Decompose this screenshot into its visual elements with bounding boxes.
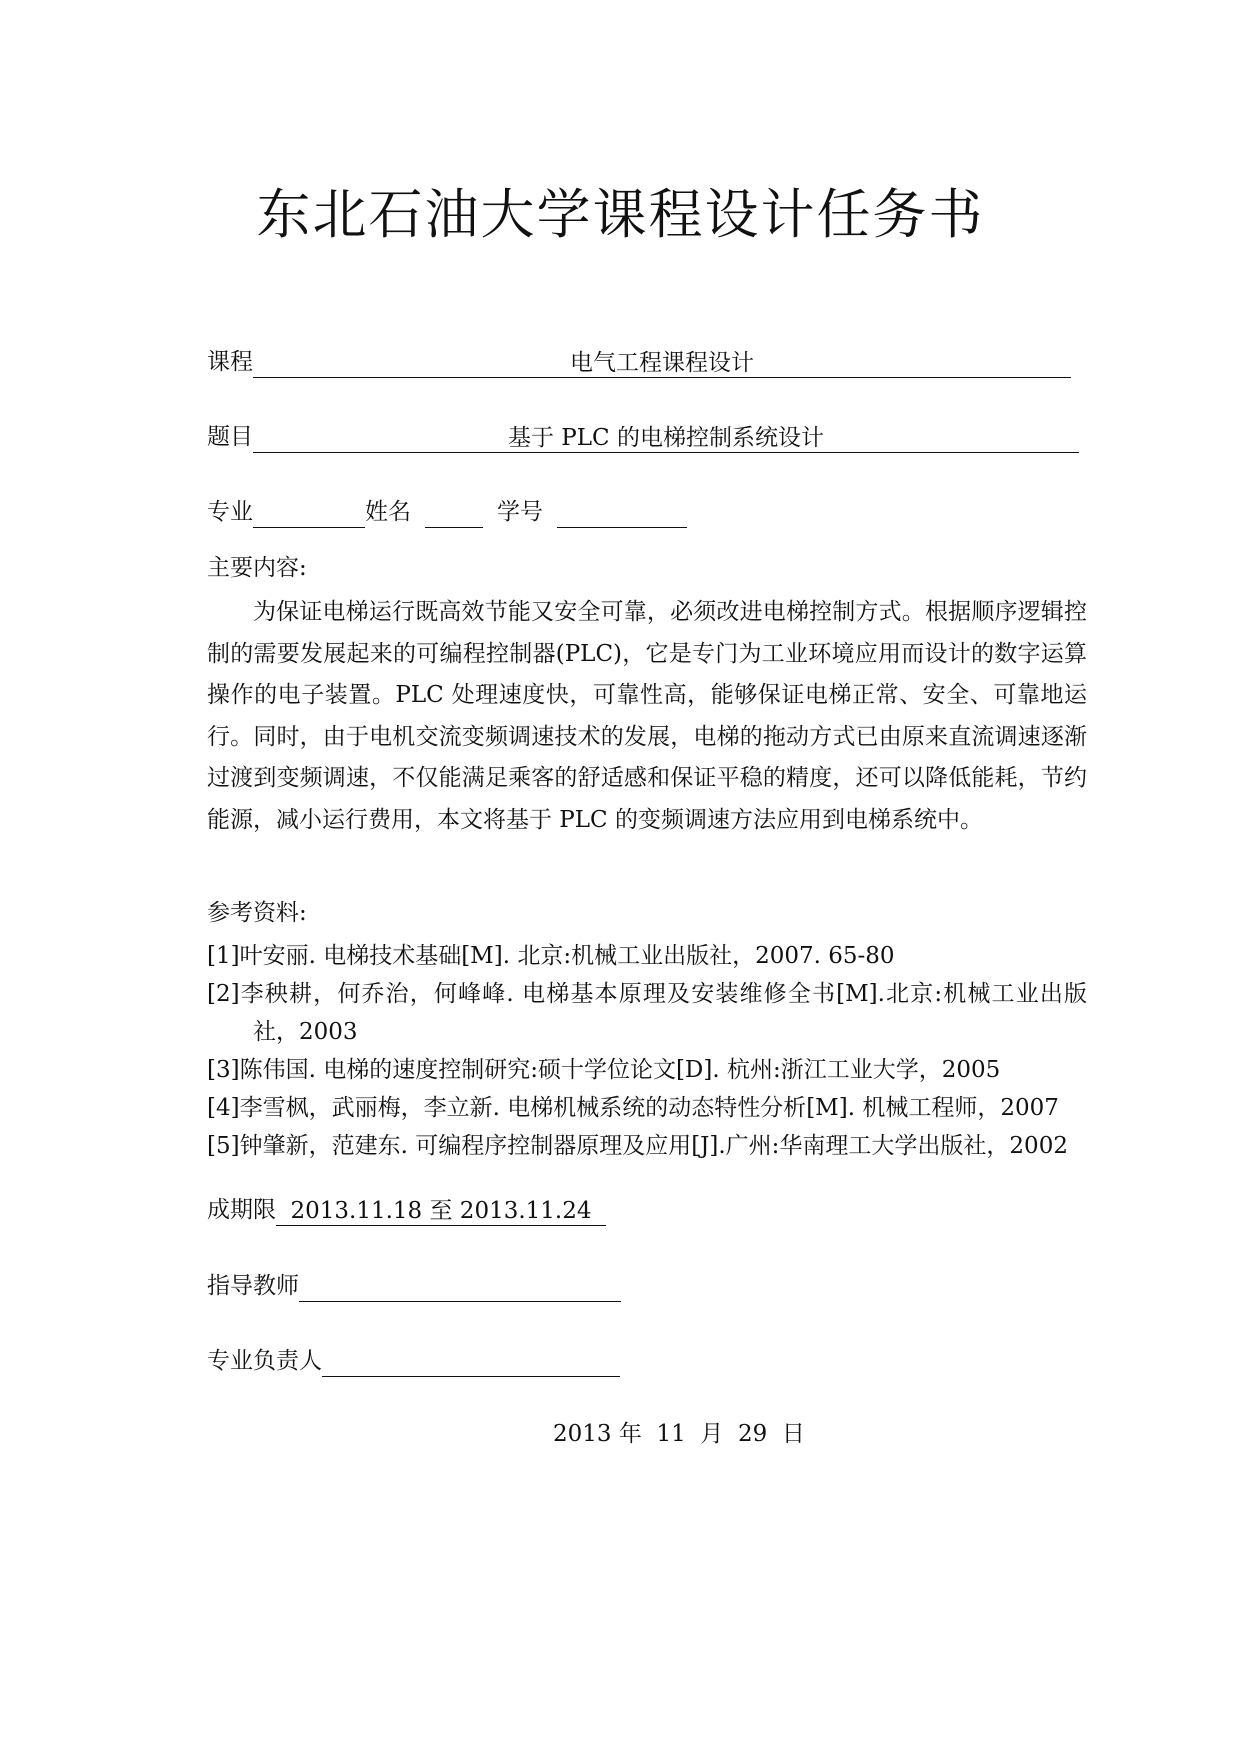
reference-item: [1]叶安丽. 电梯技术基础[M]. 北京:机械工业出版社，2007. 65-80 xyxy=(207,943,895,969)
deadline-value: 2013.11.18 至 2013.11.24 xyxy=(276,1195,606,1226)
advisor-row xyxy=(207,1270,621,1302)
date-day-unit: 日 xyxy=(781,1421,805,1447)
course-row xyxy=(207,346,1071,378)
supervisor-row xyxy=(207,1345,620,1377)
main-content-paragraph: 为保证电梯运行既高效节能又安全可靠，必须改进电梯控制方式。根据顺序逻辑控制的需要发展起来的可编程控制器(PLC)，它是专门为工业环境应用而设计的数字运算操作的电子装置。PLC 处理速度快，可靠性高，能够保证电梯正常、安全、可靠地运行。同时，由于电机交流变频调速技术的发展，电梯的拖动方式已由原来直流调速逐渐过渡到变频调速，不仅能满足乘客的舒适感和保证平稳的精度，还可以降低能耗，节约能源，减小运行费用，本文将基于 PLC 的变频调速方法应用到电梯系统中。 xyxy=(207,599,1087,833)
course-value: 电气工程课程设计 xyxy=(253,347,1071,378)
reference-item: [5]钟肇新，范建东. 可编程序控制器原理及应用[J].广州:华南理工大学出版社，2002 xyxy=(207,1133,1068,1159)
topic-row xyxy=(207,421,1079,453)
deadline-label: 成期限 xyxy=(207,1197,276,1223)
topic-label: 题目 xyxy=(207,424,253,450)
supervisor-label: 专业负责人 xyxy=(207,1348,322,1374)
reference-item: [2]李秧耕，何乔治，何峰峰. 电梯基本原理及安装维修全书[M].北京:机械工业出版社，2003 xyxy=(207,981,1087,1045)
advisor-label: 指导教师 xyxy=(207,1273,299,1299)
date-month: 11 xyxy=(656,1421,686,1447)
student-id-label: 学号 xyxy=(497,499,543,525)
document-date xyxy=(553,1418,805,1450)
reference-item: [4]李雪枫，武丽梅，李立新. 电梯机械系统的动态特性分析[M]. 机械工程师，2007 xyxy=(207,1095,1059,1121)
date-day: 29 xyxy=(738,1421,768,1447)
major-value xyxy=(253,497,365,528)
course-label: 课程 xyxy=(207,349,253,375)
student-info-row xyxy=(207,496,687,528)
document-title: 东北石油大学课程设计任务书 xyxy=(256,183,985,246)
student-id-value xyxy=(557,497,687,528)
major-label: 专业 xyxy=(207,499,253,525)
reference-item: [3]陈伟国. 电梯的速度控制研究:硕十学位论文[D]. 杭州:浙江工业大学，2005 xyxy=(207,1057,1001,1083)
name-label: 姓名 xyxy=(365,499,411,525)
name-value xyxy=(425,497,483,528)
supervisor-signature-line xyxy=(322,1346,620,1377)
deadline-row xyxy=(207,1194,606,1226)
references-list xyxy=(207,937,1087,1165)
main-content-heading: 主要内容: xyxy=(207,555,307,581)
date-month-unit: 月 xyxy=(700,1421,724,1447)
advisor-signature-line xyxy=(299,1271,621,1302)
date-year-unit: 年 xyxy=(618,1421,642,1447)
topic-value: 基于 PLC 的电梯控制系统设计 xyxy=(253,422,1079,453)
date-year: 2013 xyxy=(553,1421,612,1447)
references-heading: 参考资料: xyxy=(207,900,307,926)
